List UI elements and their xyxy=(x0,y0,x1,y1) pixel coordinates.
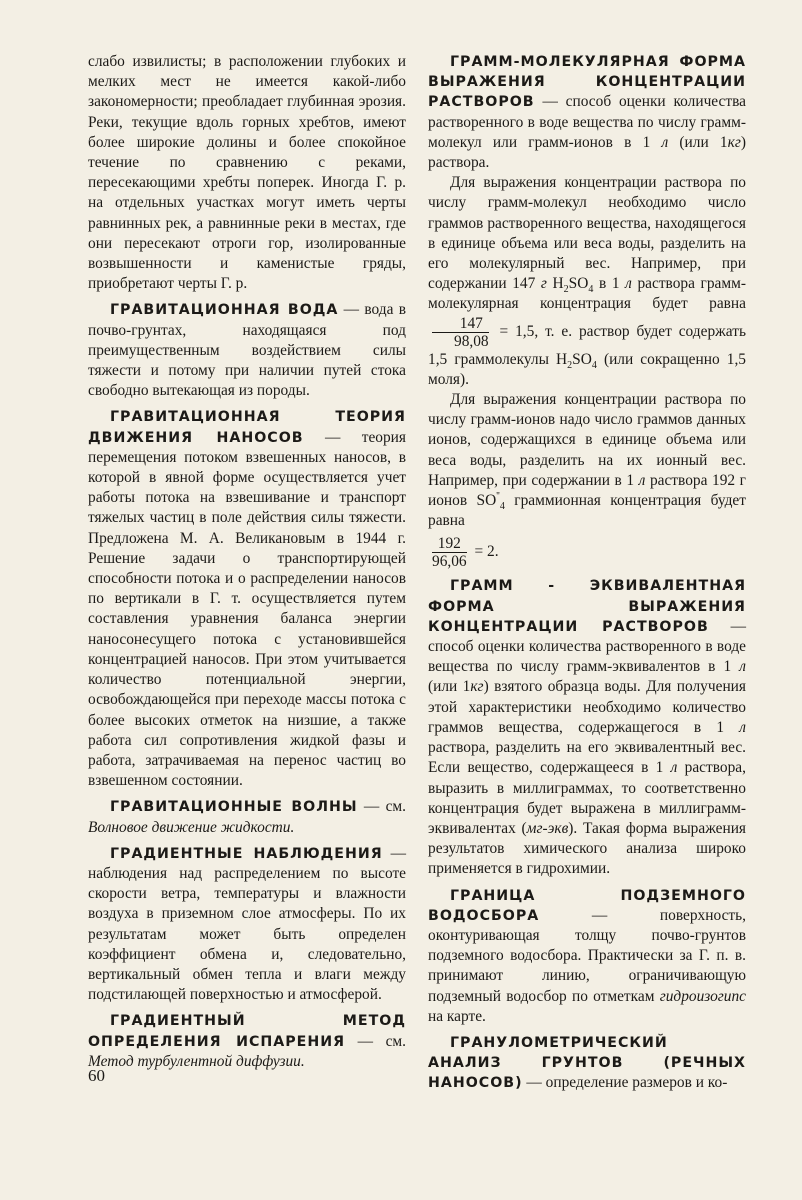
term-gravitational-water: ГРАВИТАЦИОННАЯ ВОДА xyxy=(110,302,339,319)
term-gradient-observations: ГРАДИЕНТНЫЕ НАБЛЮДЕНИЯ xyxy=(110,845,383,862)
right-column xyxy=(428,52,746,1094)
definition-text: поверхность, оконтуривающая толщу почво-грунтов подземного водосбора. Практически за Г. п. в. принимают линию, ограничивающую подземный водосбор по отметкам xyxy=(428,906,746,1005)
paragraph-text: в 1 xyxy=(598,275,620,293)
paragraph-text: (или сокращенно 1,5 моля). xyxy=(428,350,746,388)
unit-liter: л xyxy=(670,759,678,777)
definition-text: способ оценки количества растворенного в воде вещества по числу грамм-эквивалентов в 1 xyxy=(428,638,746,676)
unit-liter: л xyxy=(661,133,669,151)
paragraph-text: Для выражения концентрации раствора по числу грамм-молекул необходимо число граммов растворенного вещества, находящегося в единице объема или веса воды, разделить на его молекулярный вес. Например, при содержании 147 xyxy=(428,174,746,293)
unit-liter: л xyxy=(739,658,746,676)
paragraph-text: раствора грамм-молекулярная концентрация будет равна xyxy=(428,275,746,313)
formula-subscript: 2 xyxy=(563,284,569,296)
fraction-denominator: 96,06 xyxy=(432,553,467,571)
paragraph-text: раствора 192 г ионов xyxy=(428,471,746,510)
paragraph-text: граммионная концентрация будет равна xyxy=(428,492,746,530)
formula-h2so4 xyxy=(556,350,597,371)
unit-liter: л xyxy=(625,275,632,293)
definition-gravitational-water: вода в почво-грунтах, находящаяся под преимущественным воздействием силы тяжести и потому при наличии путей стока свободно вытекающая из породы. xyxy=(88,301,406,400)
fraction-192-96 xyxy=(432,535,467,570)
paragraph-text: Для выражения концентрации раствора по числу грамм-ионов надо число граммов данных ионов, содержащихся в единице объема или веса воды, разделить на их ионный вес. Например, при содержании в 1 xyxy=(428,391,746,489)
formula-so4-ion xyxy=(476,490,505,513)
fraction-result: = 2. xyxy=(474,543,499,561)
entry-gravitational-theory: ГРАВИТАЦИОННАЯ ТЕОРИЯ ДВИЖЕНИЯ НАНОСОВ — теория перемещения потоком взвешенных наносов, в которой в явной форме осуществляется учет работы потока на взвешивание и транспорт тяжелых частиц в поле действия силы тяжести. Предложена М. А. Великановым в 1944 г. Решение задачи о транспортирующей способности потока и о распределении наносов по вертикали в Г. т. осуществляется путем составления уравнения баланса энергии наносонесущего потока с установившейся концентрацией наносов. При этом учитывается количество потенциальной энергии, освобождающейся при переходе массы потока с более высоких отметок на низшие, а также работа сил сопротивления жидкой фазы и работа, затрачиваемая на перенос частиц во взвешенном состоянии. xyxy=(88,409,406,790)
unit-kilogram: кг xyxy=(727,133,741,151)
unit-kilogram: кг xyxy=(470,678,484,696)
definition-text: способ оценки количества растворенного в воде вещества по числу грамм-молекул или грамм-ионов в 1 xyxy=(428,93,746,151)
formula-subscript: 4 xyxy=(499,501,505,513)
formula-part: SO xyxy=(572,350,592,368)
unit-liter: л xyxy=(638,471,646,489)
term-gravitational-waves: ГРАВИТАЦИОННЫЕ ВОЛНЫ xyxy=(110,799,358,816)
entry-gravitational-waves: ГРАВИТАЦИОННЫЕ ВОЛНЫ — см. Волновое движение жидкости. xyxy=(88,798,406,836)
entry-groundwater-boundary: ГРАНИЦА ПОДЗЕМНОГО ВОДОСБОРА — поверхность, оконтуривающая толщу почво-грунтов подземного водосбора. Практически за Г. п. в. принимают линию, ограничивающую подземный водосбор по отметкам гидроизогипс на карте. xyxy=(428,887,746,1025)
definition-text: (или 1 xyxy=(679,133,728,151)
entry-gradient-observations: ГРАДИЕНТНЫЕ НАБЛЮДЕНИЯ — наблюдения над распределением по высоте скорости ветра, температуры и влажности воздуха в приземном слое атмосферы. По их результатам может быть определен коэффициент обмена и, следовательно, вертикальный обмен тепла и влаги между подстилающей поверхностью и атмосферой. xyxy=(88,844,406,1004)
formula-part: SO xyxy=(568,275,589,293)
term-granulometric: ГРАНУЛОМЕТРИЧЕСКИЙ АНАЛИЗ ГРУНТОВ (РЕЧНЫХ НАНОСОВ) xyxy=(428,1034,746,1092)
definition-gravitational-theory: теория перемещения потоком взвешенных наносов, в которой в явной форме осуществляется учет работы потока на взвешивание и транспорт тяжелых частиц в поле действия силы тяжести. Предложена М. А. Великановым в 1944 г. Решение задачи о транспортирующей способности потока и о распределении наносов по вертикали в Г. т. осуществляется путем составления уравнения баланса энергии наносонесущего потока с установившейся концентрацией наносов. При этом учитывается количество потенциальной энергии, освобождающейся при переходе массы потока с более высоких отметок на низшие, а также работа сил сопротивления жидкой фазы и работа, затрачиваемая на перенос частиц во взвешенном состоянии. xyxy=(88,428,406,790)
definition-text: (или 1 xyxy=(428,678,471,696)
reference-hydroisohypses: гидроизогипс xyxy=(659,987,746,1005)
unit-mg-eq: мг-экв xyxy=(526,819,569,837)
see-text: см. xyxy=(385,798,406,816)
definition-text: ). Такая форма выражения результатов химического анализа широко применяется в гидрохимии. xyxy=(428,819,747,878)
formula-subscript: 4 xyxy=(588,284,594,296)
reference-gravitational-waves: Волновое движение жидкости. xyxy=(88,818,295,836)
formula-subscript: 4 xyxy=(591,359,597,371)
definition-text: раствора, разделить на его эквивалентный вес. Если вещество, содержащееся в 1 xyxy=(428,739,746,777)
formula-superscript: '' xyxy=(496,490,500,502)
entry-granulometric: ГРАНУЛОМЕТРИЧЕСКИЙ АНАЛИЗ ГРУНТОВ (РЕЧНЫХ НАНОСОВ) — определение размеров и ко- xyxy=(428,1034,746,1092)
term-gravitational-theory: ГРАВИТАЦИОННАЯ ТЕОРИЯ ДВИЖЕНИЯ НАНОСОВ xyxy=(88,409,406,446)
fraction-numerator: 147 xyxy=(432,315,489,333)
fraction-numerator: 192 xyxy=(432,535,467,553)
unit-gram: г xyxy=(540,275,547,293)
definition-text: раствора, выразить в миллиграммах, то соответственно концентрация будет выражена в миллиграмм-эквивалентах ( xyxy=(428,759,746,837)
continuation-text: слабо извилисты; в расположении глубоких и мелких мест не имеется какой-либо закономерности; преобладает глубинная эрозия. Реки, текущие вдоль горных хребтов, имеют более широкие долины и более спокойное течение по сравнению с реками, пересекающими хребты поперек. Иногда Г. р. на отдельных участках могут иметь черты равнинных рек, а равнинные реки в местах, где они пересекают отроги гор, изолированные возвышенности и каменистые гряды, приобретают черты Г. р. xyxy=(88,53,406,293)
entry-gram-equivalent: ГРАММ - ЭКВИВАЛЕНТНАЯ ФОРМА ВЫРАЖЕНИЯ КОНЦЕНТРАЦИИ РАСТВОРОВ — способ оценки количества растворенного в воде вещества по числу грамм-эквивалентов в 1 л (или 1кг) взятого образца воды. Для получения этой характеристики необходимо количество граммов вещества, содержащегося в 1 л раствора, разделить на его эквивалентный вес. Если вещество, содержащееся в 1 л раствора, выразить в миллиграммах, то соответственно концентрация будет выражена в миллиграмм-эквивалентах (мг-экв). Такая форма выражения результатов химического анализа широко применяется в гидрохимии. xyxy=(428,578,747,878)
formula-part: SO xyxy=(476,492,497,510)
term-gradient-method: ГРАДИЕНТНЫЙ МЕТОД ОПРЕДЕЛЕНИЯ ИСПАРЕНИЯ xyxy=(88,1013,406,1050)
definition-gradient-observations: наблюдения над распределением по высоте скорости ветра, температуры и влажности воздуха в приземном слое атмосферы. По их результатам может быть определен коэффициент обмена и, следовательно, вертикальный обмен тепла и влаги между подстилающей поверхностью и атмосферой. xyxy=(88,864,406,1004)
fraction-denominator: 98,08 xyxy=(454,332,489,350)
term-gram-molecular: ГРАММ-МОЛЕКУЛЯРНАЯ ФОРМА ВЫРАЖЕНИЯ КОНЦЕНТРАЦИИ РАСТВОРОВ xyxy=(428,54,746,111)
definition-text: на карте. xyxy=(428,1007,486,1025)
entry-gradient-method: ГРАДИЕНТНЫЙ МЕТОД ОПРЕДЕЛЕНИЯ ИСПАРЕНИЯ — см. Метод турбулентной диффузии. xyxy=(88,1013,406,1070)
entry-gravitational-water: ГРАВИТАЦИОННАЯ ВОДА — вода в почво-грунтах, находящаяся под преимущественным воздействием силы тяжести и потому при наличии путей стока свободно вытекающая из породы. xyxy=(88,301,406,400)
page-number: 60 xyxy=(88,1066,105,1085)
formula-part: H xyxy=(552,275,564,293)
left-column xyxy=(88,52,406,1072)
formula-subscript: 2 xyxy=(567,359,573,371)
entry-continuation xyxy=(88,52,406,294)
definition-text: ) раствора. xyxy=(428,133,746,172)
term-groundwater-boundary: ГРАНИЦА ПОДЗЕМНОГО ВОДОСБОРА xyxy=(428,887,746,924)
fraction-147-98 xyxy=(432,315,489,350)
formula-h2so4 xyxy=(552,275,594,296)
entry-gram-molecular: ГРАММ-МОЛЕКУЛЯРНАЯ ФОРМА ВЫРАЖЕНИЯ КОНЦЕНТРАЦИИ РАСТВОРОВ — способ оценки количества растворенного в воде вещества по числу грамм-молекул или грамм-ионов в 1 л (или 1кг) раствора. Для выражения концентрации раствора по числу грамм-молекул необходимо число граммов растворенного вещества, находящегося в единице объема или веса воды, разделить на его молекулярный вес. Например, при содержании 147 г $H_2SO_4$ в 1 л раствора грамм-молекулярная концентрация будет равна $\frac{147}{98,08}$ = 1,5, т. е. раствор будет содержать 1,5 граммолекулы $H_2SO_4$ (или сокращенно 1,5 моля). Для выражения концентрации раствора по числу грамм-ионов надо число граммов данных ионов, содержащихся в единице объема или веса воды, разделить на их ионный вес. Например, при содержании в 1 л раствора 192 г ионов $SO''_4$ граммионная концентрация будет равна $\frac{192}{96,06}$ = 2. xyxy=(428,54,746,571)
definition-text: ) взятого образца воды. Для получения этой характеристики необходимо количество граммов вещества, содержащегося в 1 xyxy=(428,678,746,736)
term-gram-equivalent: ГРАММ - ЭКВИВАЛЕНТНАЯ ФОРМА ВЫРАЖЕНИЯ КОНЦЕНТРАЦИИ РАСТВОРОВ xyxy=(428,578,746,635)
unit-liter: л xyxy=(739,718,746,736)
definition-text: определение размеров и ко- xyxy=(545,1074,728,1092)
reference-gradient-method: Метод турбулентной диффузии. xyxy=(88,1052,305,1070)
formula-part: H xyxy=(556,350,568,368)
see-text: см. xyxy=(385,1032,406,1050)
paragraph-text: = 1,5, т. е. раствор будет содержать 1,5 граммолекулы xyxy=(428,322,746,368)
